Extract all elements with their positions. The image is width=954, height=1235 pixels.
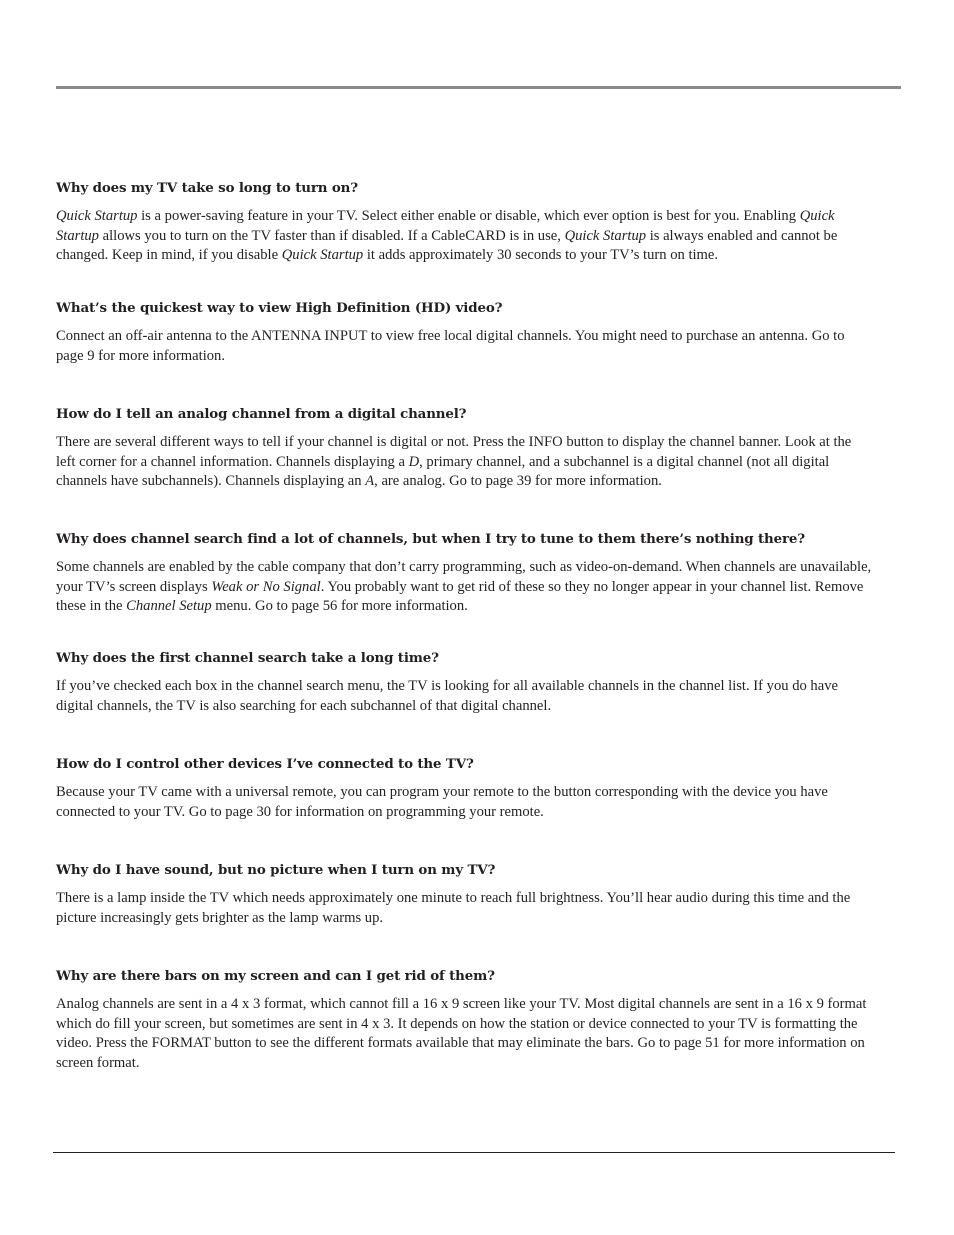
faq-channel-search-empty (56, 530, 874, 617)
faq-sound-no-picture (56, 861, 874, 928)
answer-emphasis: D (408, 453, 420, 470)
answer-text: , primary channel, and a subchannel is a digital channel (not all digital channels have subchannels). Channels displaying an (56, 453, 830, 490)
answer-emphasis: Quick Startup (281, 247, 364, 264)
answer-text: There is a lamp inside the TV which needs approximately one minute to reach full brightness. You’ll hear audio during this time and the picture increasingly gets brighter as the lamp warms up. (56, 890, 851, 926)
faq-control-devices (56, 755, 874, 822)
footer-rule (53, 1152, 895, 1153)
answer-text: There are several different ways to tell if your channel is digital or not. Press the INFO button to display the channel banner. Look at the left corner for a channel information. Channels displaying a (56, 434, 852, 470)
answer-text: menu. Go to page 56 for more information. (211, 598, 468, 615)
answer-text: Analog channels are sent in a 4 x 3 format, which cannot fill a 16 x 9 screen like your TV. Most digital channels are sent in a 16 x 9 format which do fill your screen, but sometimes are sent in 4 x 3. It depends on how the station or device connected to your TV is formatting the video. Press the FORMAT button to see the different formats available that may eliminate the bars. Go to page 51 for more information on screen format. (56, 996, 867, 1071)
answer-emphasis: Quick Startup (564, 227, 647, 244)
answer-text: If you’ve checked each box in the channel search menu, the TV is looking for all available channels in the channel list. If you do have digital channels, the TV is also searching for each subchannel of that digital channel. (56, 678, 838, 714)
faq-question: Why does the first channel search take a long time? (56, 650, 439, 666)
faq-answer (56, 558, 874, 617)
faq-question: Why does channel search find a lot of channels, but when I try to tune to them there’s nothing there? (56, 531, 805, 547)
faq-question: What’s the quickest way to view High Definition (HD) video? (56, 300, 503, 316)
faq-first-search-slow (56, 649, 874, 716)
answer-text: Because your TV came with a universal remote, you can program your remote to the button corresponding with the device you have connected to your TV. Go to page 30 for information on programming your remote. (56, 784, 828, 820)
answer-text: Connect an off-air antenna to the ANTENNA INPUT to view free local digital channels. You might need to purchase an antenna. Go to page 9 for more information. (56, 328, 845, 364)
faq-question: How do I control other devices I’ve connected to the TV? (56, 756, 474, 772)
faq-screen-bars (56, 967, 874, 1073)
faq-answer (56, 327, 874, 366)
faq-hd-video (56, 299, 874, 366)
faq-quick-startup (56, 179, 874, 266)
answer-text: . You probably want to get rid of these so they no longer appear in your channel list. Remove these in the (56, 578, 864, 615)
faq-question: Why are there bars on my screen and can I get rid of them? (56, 968, 495, 984)
answer-emphasis: Quick Startup (56, 208, 835, 244)
answer-text: Some channels are enabled by the cable company that don’t carry programming, such as video-on-demand. When channels are unavailable, your TV’s screen displays (56, 559, 872, 595)
answer-text: , are analog. Go to page 39 for more information. (374, 473, 662, 490)
faq-answer (56, 433, 874, 492)
faq-answer (56, 677, 874, 716)
faq-question: Why do I have sound, but no picture when I turn on my TV? (56, 862, 496, 878)
answer-text: is always enabled and cannot be changed. Keep in mind, if you disable (56, 227, 838, 264)
faq-question: How do I tell an analog channel from a digital channel? (56, 406, 467, 422)
faq-analog-vs-digital (56, 405, 874, 492)
answer-text: is a power-saving feature in your TV. Select either enable or disable, which ever option is best for you. Enabling (137, 208, 800, 224)
answer-text: allows you to turn on the TV faster than if disabled. If a CableCARD is in use, (98, 227, 565, 244)
faq-answer (56, 783, 874, 822)
answer-emphasis: A (365, 473, 375, 490)
header-rule (56, 86, 901, 89)
faq-answer (56, 889, 874, 928)
answer-emphasis: Channel Setup (126, 598, 212, 615)
answer-emphasis: Quick Startup (56, 208, 138, 224)
faq-answer (56, 207, 874, 266)
answer-text: it adds approximately 30 seconds to your TV’s turn on time. (363, 247, 719, 264)
answer-emphasis: Weak or No Signal (211, 578, 321, 595)
faq-question: Why does my TV take so long to turn on? (56, 180, 358, 196)
faq-answer (56, 995, 874, 1073)
